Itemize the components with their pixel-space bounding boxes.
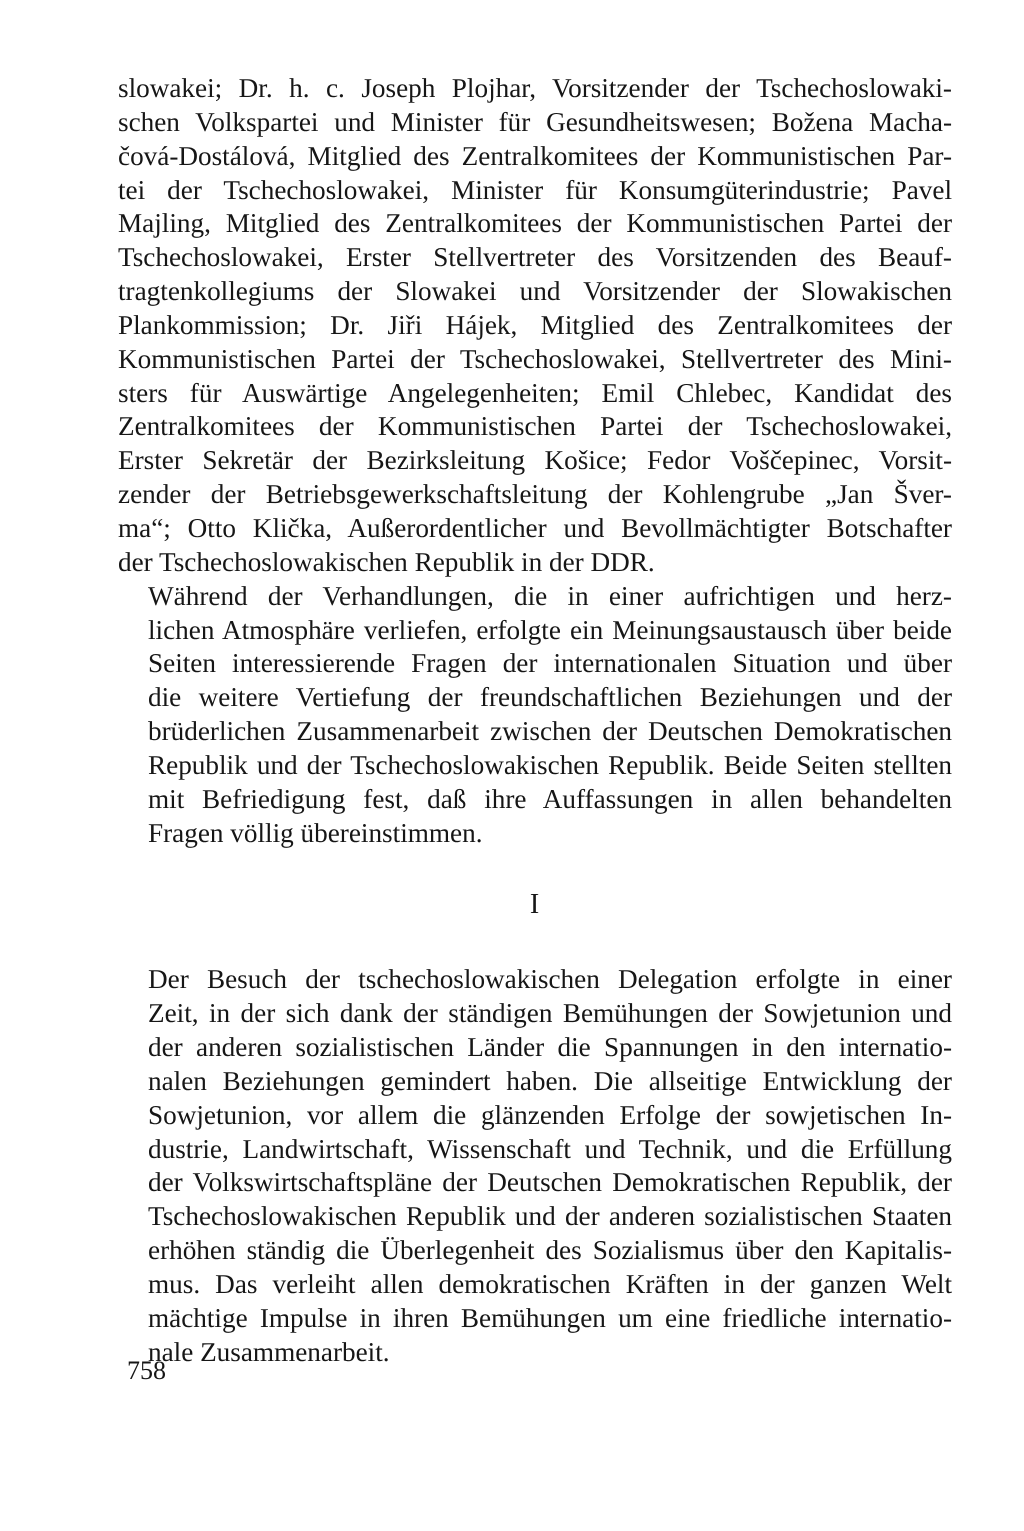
text-line: Während der Verhandlungen, die in einer aufrichtigen und herz- [148, 580, 952, 611]
text-line: tragtenkollegiums der Slowakei und Vorsitzender der Slowakischen [118, 276, 952, 307]
text-line: Seiten interessierende Fragen der internationalen Situation und über [148, 648, 952, 679]
text-line: Tschechoslowakei, Erster Stellvertreter des Vorsitzenden des Beauf- [118, 242, 952, 273]
text-line: Plankommission; Dr. Jiři Hájek, Mitglied des Zentralkomitees der [118, 309, 952, 340]
text-line: mit Befriedigung fest, daß ihre Auffassungen in allen behandelten [148, 783, 952, 814]
text-line: ma“; Otto Klička, Außerordentlicher und Bevollmächtigter Botschafter [118, 512, 952, 543]
paragraph-visit-context [118, 963, 952, 1369]
text-line: Erster Sekretär der Bezirksleitung Košice; Fedor Voščepinec, Vorsit- [118, 445, 952, 476]
text-line: lichen Atmosphäre verliefen, erfolgte ein Meinungsaustausch über beide [148, 614, 952, 645]
text-line: tei der Tschechoslowakei, Minister für Konsumgüterindustrie; Pavel [118, 174, 952, 205]
text-line: sters für Auswärtige Angelegenheiten; Emil Chlebec, Kandidat des [118, 377, 952, 408]
text-line: zender der Betriebsgewerkschaftsleitung der Kohlengrube „Jan Šver- [118, 479, 952, 510]
text-line: der Tschechoslowakischen Republik in der DDR. [118, 546, 655, 577]
paragraph-delegation-list [118, 72, 952, 580]
text-line: nalen Beziehungen gemindert haben. Die allseitige Entwicklung der [148, 1065, 952, 1096]
text-line: die weitere Vertiefung der freundschaftlichen Beziehungen und der [148, 682, 952, 713]
text-line: brüderlichen Zusammenarbeit zwischen der Deutschen Demokratischen [148, 716, 952, 747]
text-line: Sowjetunion, vor allem die glänzenden Erfolge der sowjetischen In- [148, 1099, 952, 1130]
section-heading: I [529, 889, 541, 921]
text-line: der Volkswirtschaftspläne der Deutschen Demokratischen Republik, der [148, 1167, 952, 1198]
text-line: schen Volkspartei und Minister für Gesundheitswesen; Božena Macha- [118, 106, 952, 137]
text-line: Kommunistischen Partei der Tschechoslowakei, Stellvertreter des Mini- [118, 343, 952, 374]
text-line: mächtige Impulse in ihren Bemühungen um eine friedliche internatio- [148, 1302, 952, 1333]
text-line: Zeit, in der sich dank der ständigen Bemühungen der Sowjetunion und [148, 998, 952, 1029]
text-line: nale Zusammenarbeit. [148, 1336, 390, 1367]
text-line: Republik und der Tschechoslowakischen Republik. Beide Seiten stellten [148, 749, 952, 780]
text-line: mus. Das verleiht allen demokratischen Kräften in der ganzen Welt [148, 1269, 952, 1299]
text-line: dustrie, Landwirtschaft, Wissenschaft und Technik, und die Erfüllung [148, 1133, 952, 1164]
text-line: der anderen sozialistischen Länder die Spannungen in den internatio- [148, 1032, 952, 1063]
text-line: Zentralkomitees der Kommunistischen Partei der Tschechoslowakei, [118, 411, 952, 442]
text-line: čová-Dostálová, Mitglied des Zentralkomitees der Kommunistischen Par- [118, 140, 952, 171]
document-page [118, 72, 952, 1370]
text-line: erhöhen ständig die Überlegenheit des Sozialismus über den Kapitalis- [148, 1235, 952, 1266]
text-line: Tschechoslowakischen Republik und der anderen sozialistischen Staaten [148, 1201, 952, 1232]
page-number: 758 [127, 1356, 166, 1385]
paragraph-negotiations [118, 580, 952, 851]
text-line: Majling, Mitglied des Zentralkomitees der Kommunistischen Partei der [118, 208, 952, 239]
text-line: Der Besuch der tschechoslowakischen Delegation erfolgte in einer [148, 964, 952, 995]
text-line: Fragen völlig übereinstimmen. [148, 817, 483, 848]
text-line: slowakei; Dr. h. c. Joseph Plojhar, Vorsitzender der Tschechoslowaki- [118, 73, 952, 103]
